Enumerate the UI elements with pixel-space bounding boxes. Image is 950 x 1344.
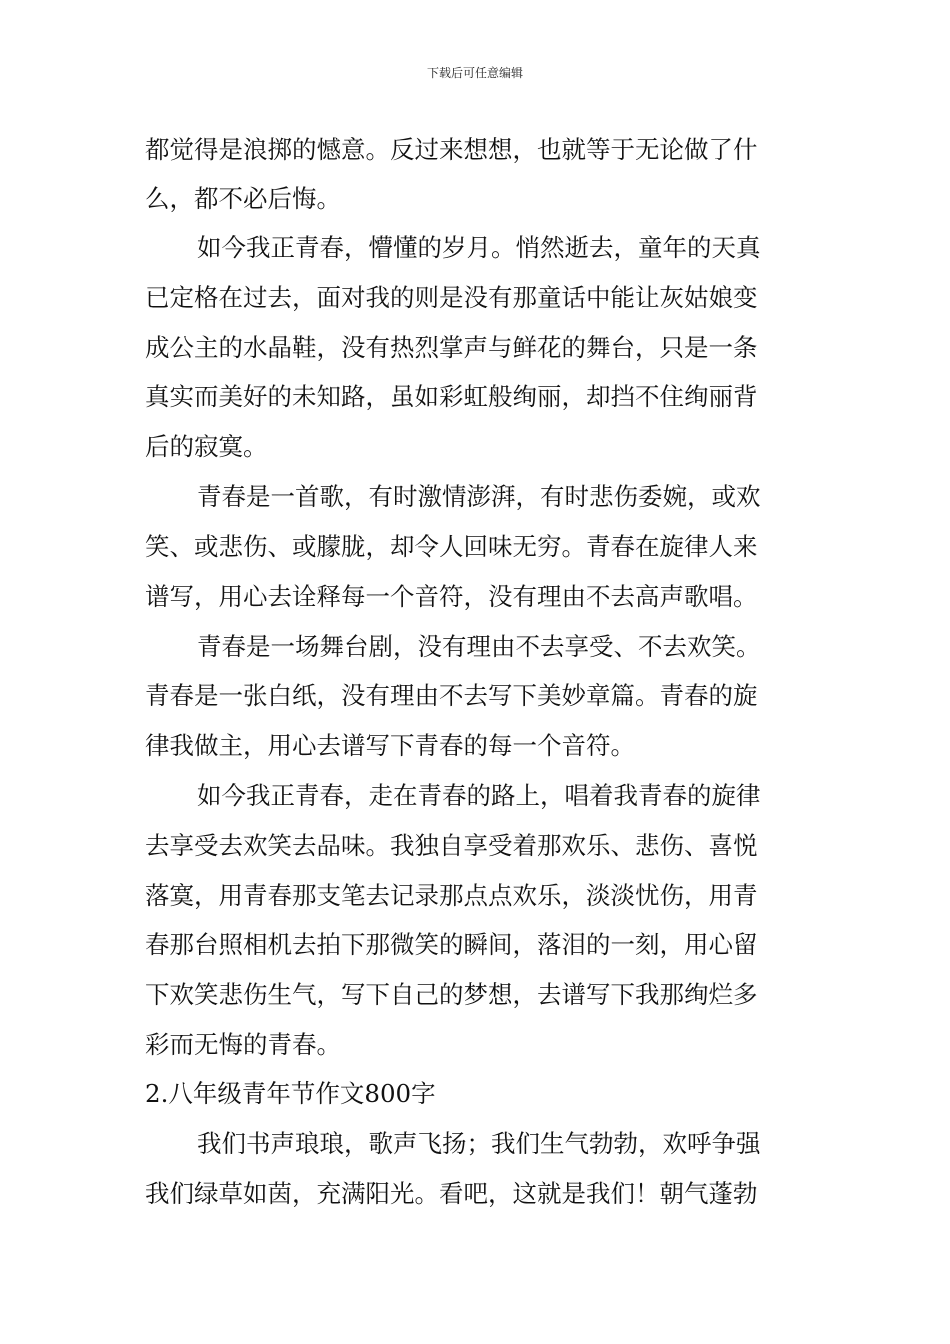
text-line: 都觉得是浪掷的憾意。反过来想想，也就等于无论做了什 — [145, 135, 758, 164]
paragraph-first-line: 如今我正青春，走在青春的路上，唱着我青春的旋律 — [197, 781, 761, 810]
text-line: 青春是一张白纸，没有理由不去写下美妙章篇。青春的旋 — [145, 681, 758, 710]
paragraph-first-line: 如今我正青春，懵懂的岁月。悄然逝去，童年的天真 — [197, 233, 761, 262]
section-heading: 2.八年级青年节作文800字 — [145, 1079, 436, 1108]
text-line: 已定格在过去，面对我的则是没有那童话中能让灰姑娘变 — [145, 283, 758, 312]
text-line: 我们绿草如茵，充满阳光。看吧，这就是我们！朝气蓬勃 — [145, 1179, 758, 1208]
text-line: 成公主的水晶鞋，没有热烈掌声与鲜花的舞台，只是一条 — [145, 333, 758, 362]
text-line: 彩而无悔的青春。 — [145, 1030, 341, 1059]
text-line: 下欢笑悲伤生气，写下自己的梦想，去谱写下我那绚烂多 — [145, 980, 758, 1009]
text-line: 真实而美好的未知路，虽如彩虹般绚丽，却挡不住绚丽背 — [145, 382, 758, 411]
paragraph-first-line: 我们书声琅琅，歌声飞扬；我们生气勃勃，欢呼争强 — [197, 1129, 761, 1158]
text-line: 春那台照相机去拍下那微笑的瞬间，落泪的一刻，用心留 — [145, 930, 758, 959]
text-line: 落寞，用青春那支笔去记录那点点欢乐，淡淡忧伤，用青 — [145, 881, 758, 910]
text-line: 后的寂寞。 — [145, 432, 268, 461]
text-line: 律我做主，用心去谱写下青春的每一个音符。 — [145, 731, 635, 760]
text-line: 笑、或悲伤、或朦胧，却令人回味无穷。青春在旋律人来 — [145, 532, 758, 561]
page-header: 下载后可任意编辑 — [426, 66, 523, 80]
paragraph-first-line: 青春是一场舞台剧，没有理由不去享受、不去欢笑。 — [197, 632, 761, 661]
text-line: 去享受去欢笑去品味。我独自享受着那欢乐、悲伤、喜悦 — [145, 831, 758, 860]
paragraph-first-line: 青春是一首歌，有时激情澎湃，有时悲伤委婉，或欢 — [197, 482, 761, 511]
text-line: 谱写，用心去诠释每一个音符，没有理由不去高声歌唱。 — [145, 582, 758, 611]
text-line: 么，都不必后悔。 — [145, 184, 341, 213]
